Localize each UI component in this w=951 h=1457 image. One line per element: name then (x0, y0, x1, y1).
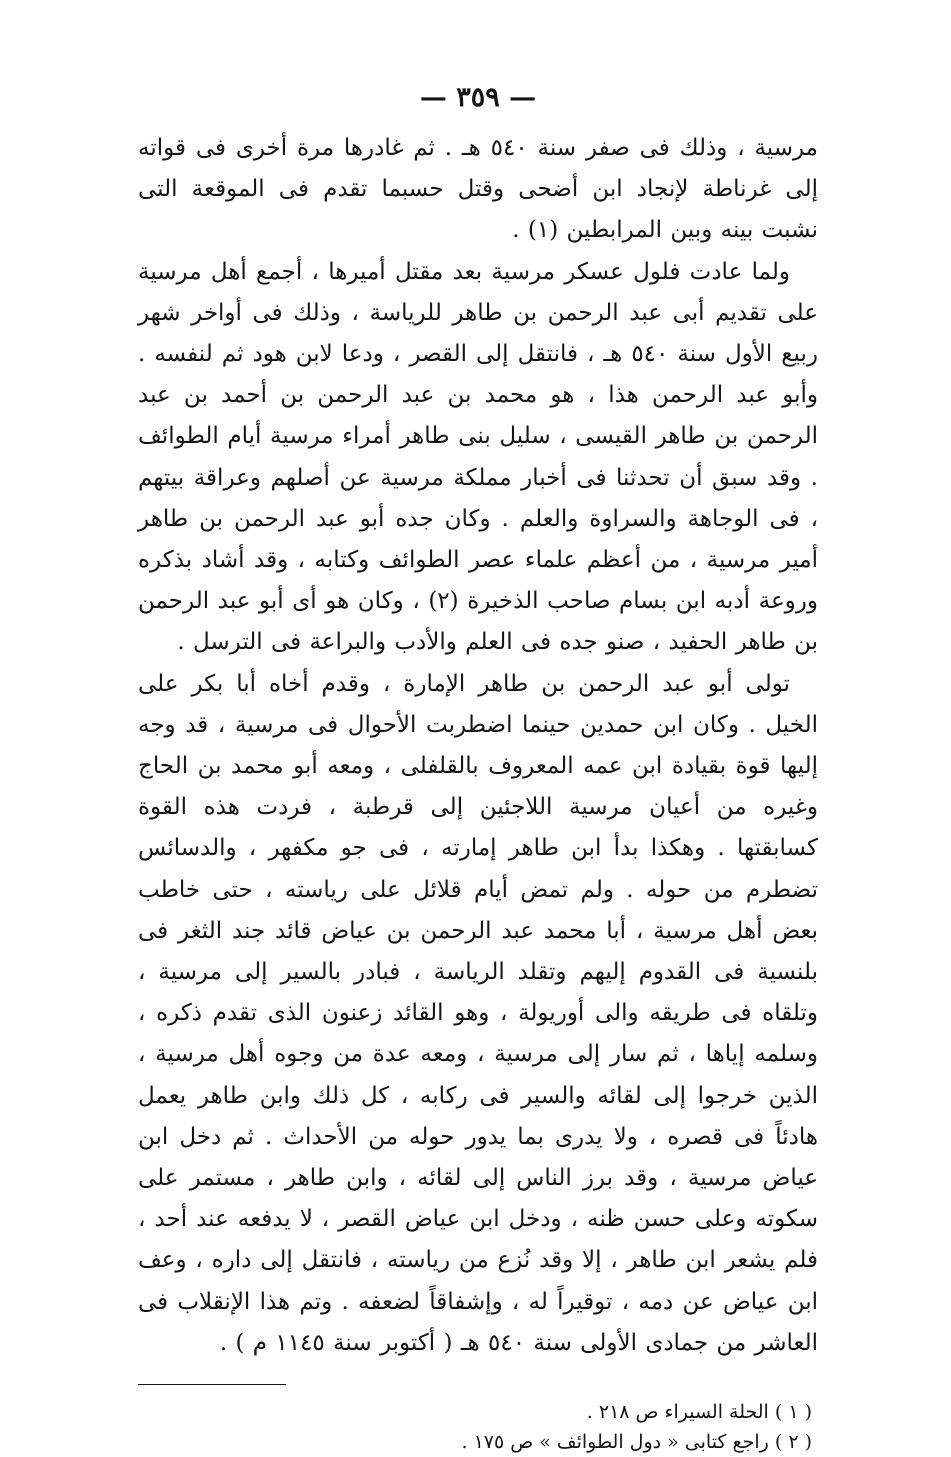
page-number: — ٣٥٩ — (419, 82, 537, 113)
footnote-2: ( ٢ ) راجع كتابى « دول الطوائف » ص ١٧٥ . (461, 1431, 812, 1454)
footnote-divider (138, 1384, 286, 1385)
paragraph-1: مرسية ، وذلك فى صفر سنة ٥٤٠ هـ . ثم غادرها مرة أخرى فى قواته إلى غرناطة لإنجاد ابن أضحى وقتل حسبما تقدم فى الموقعة التى نشبت بينه وبين المرابطين (١) . (138, 135, 819, 244)
paragraph-3: تولى أبو عبد الرحمن بن طاهر الإمارة ، وقدم أخاه أبا بكر على الخيل . وكان ابن حمدين حينما اضطربت الأحوال فى مرسية ، قد وجه إليها قوة بقيادة ابن عمه المعروف بالقلفلى ، ومعه أبو محمد بن الحاج وغيره من أعيان مرسية اللاجئين إلى قرطبة ، فردت هذه القوة كسابقتها . وهكذا بدأ ابن طاهر إمارته ، فى جو مكفهر ، والدسائس تضطرم من حوله . ولم تمض أيام قلائل على رياسته ، حتى خاطب بعض أهل مرسية ، أبا محمد عبد الرحمن بن عياض قائد جند الثغر فى بلنسية فى القدوم إليهم وتقلد الرياسة ، فبادر بالسير إلى مرسية ، وتلقاه فى طريقه والى أوريولة ، وهو القائد زعنون الذى تقدم ذكره ، وسلمه إياها ، ثم سار إلى مرسية ، ومعه عدة من وجوه أهل مرسية ، الذين خرجوا إلى لقائه والسير فى ركابه ، كل ذلك وابن طاهر يعمل هادئاً فى قصره ، ولا يدرى بما يدور حوله من الأحداث . ثم دخل ابن عياض مرسية ، وقد برز الناس إلى لقائه ، وابن طاهر ، مستمر على سكوته وعلى حسن ظنه ، ودخل ابن عياض القصر ، لا يدفعه عند أحد ، فلم يشعر ابن طاهر ، إلا وقد نُزع من رياسته ، فانتقل إلى داره ، وعف ابن عياض عن دمه ، توقيراً له ، وإشفاقاً لضعفه . وتم هذا الإنقلاب فى العاشر من جمادى الأولى سنة ٥٤٠ هـ ( أكتوبر سنة ١١٤٥ م ) . (138, 670, 818, 1356)
footnote-1: ( ١ ) الحلة السيراء ص ٢١٨ . (586, 1401, 812, 1424)
paragraph-2: ولما عادت فلول عسكر مرسية بعد مقتل أميرها ، أجمع أهل مرسية على تقديم أبى عبد الرحمن بن طاهر للرياسة ، وذلك فى أواخر شهر ربيع الأول سنة ٥٤٠ هـ ، فانتقل إلى القصر ، ودعا لابن هود ثم لنفسه . وأبو عبد الرحمن هذا ، هو محمد بن عبد الرحمن بن أحمد بن عبد الرحمن بن طاهر القيسى ، سليل بنى طاهر أمراء مرسية أيام الطوائف . وقد سبق أن تحدثنا فى أخبار مملكة مرسية عن أصلهم وعراقة بيتهم ، فى الوجاهة والسراوة والعلم . وكان جده أبو عبد الرحمن بن طاهر أمير مرسية ، من أعظم علماء عصر الطوائف وكتابه ، وقد أشاد بذكره وروعة أدبه ابن بسام صاحب الذخيرة (٢) ، وكان هو أى أبو عبد الرحمن بن طاهر الحفيد ، صنو جده فى العلم والأدب والبراعة فى الترسل . (138, 258, 818, 656)
book-page (138, 78, 819, 1454)
footnotes (138, 1397, 818, 1457)
body-text (138, 128, 818, 1364)
